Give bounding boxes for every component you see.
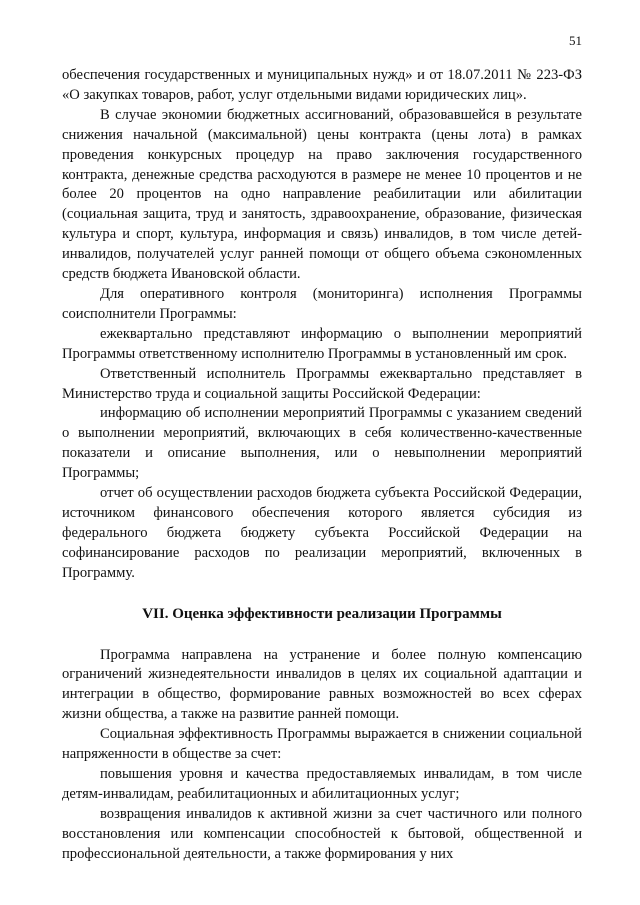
paragraph-program-aim: Программа направлена на устранение и более полную компенсацию ограничений жизнедеятельности инвалидов в целях их социальной адаптации и интеграции в общество, формирование равных возможностей во всех сферах жизни общества, а также на развитие ранней помощи. [62, 646, 582, 723]
page-number: 51 [569, 33, 582, 48]
paragraph-expense-report: отчет об осуществлении расходов бюджета субъекта Российской Федерации, источником финансового обеспечения которого является субсидия из федерального бюджета бюджету субъекта Российской Федерации на софинансирование расходов по реализации мероприятий, включенных в Программу. [62, 485, 582, 581]
document-body [62, 66, 582, 865]
paragraph-continuation: обеспечения государственных и муниципальных нужд» и от 18.07.2011 № 223-ФЗ «О закупках товаров, работ, услуг отдельными видами юридических лиц». [62, 67, 582, 103]
paragraph-service-quality: повышения уровня и качества предоставляемых инвалидам, в том числе детям-инвалидам, реабилитационных и абилитационных услуг; [62, 766, 582, 802]
paragraph-execution-info: информацию об исполнении мероприятий Программы с указанием сведений о выполнении мероприятий, включающих в себя количественно-качественные показатели и описание выполнения, или о невыполнении мероприятий Программы; [62, 405, 582, 482]
paragraph-active-life: возвращения инвалидов к активной жизни за счет частичного или полного восстановления или компенсации способностей к бытовой, общественной и профессиональной деятельности, а также формирования у них [62, 805, 582, 862]
paragraph-monitoring: Для оперативного контроля (мониторинга) исполнения Программы соисполнители Программы: [62, 285, 582, 322]
section-heading: VII. Оценка эффективности реализации Программы [142, 605, 502, 622]
paragraph-responsible-executor: Ответственный исполнитель Программы ежеквартально представляет в Министерство труда и социальной защиты Российской Федерации: [62, 365, 582, 402]
paragraph-social-efficiency: Социальная эффективность Программы выражается в снижении социальной напряженности в обществе за счет: [62, 726, 582, 763]
paragraph-budget-savings: В случае экономии бюджетных ассигнований, образовавшейся в результате снижения начальной (максимальной) цены контракта (цены лота) в рамках проведения конкурсных процедур на право заключения государственного контракта, денежные средства расходуются в размере не менее 10 процентов и не более 20 процентов на одно направление реабилитации или абилитации (социальная защита, труд и занятость, здравоохранение, образование, физическая культура и спорт, культура, информация и связь) инвалидов, в том числе детей-инвалидов, получателей услуг ранней помощи от общего объема сэкономленных средств бюджета Ивановской области. [62, 106, 582, 283]
paragraph-quarterly-info: ежеквартально представляют информацию о выполнении мероприятий Программы ответственному исполнителю Программы в установленный им срок. [62, 325, 582, 362]
